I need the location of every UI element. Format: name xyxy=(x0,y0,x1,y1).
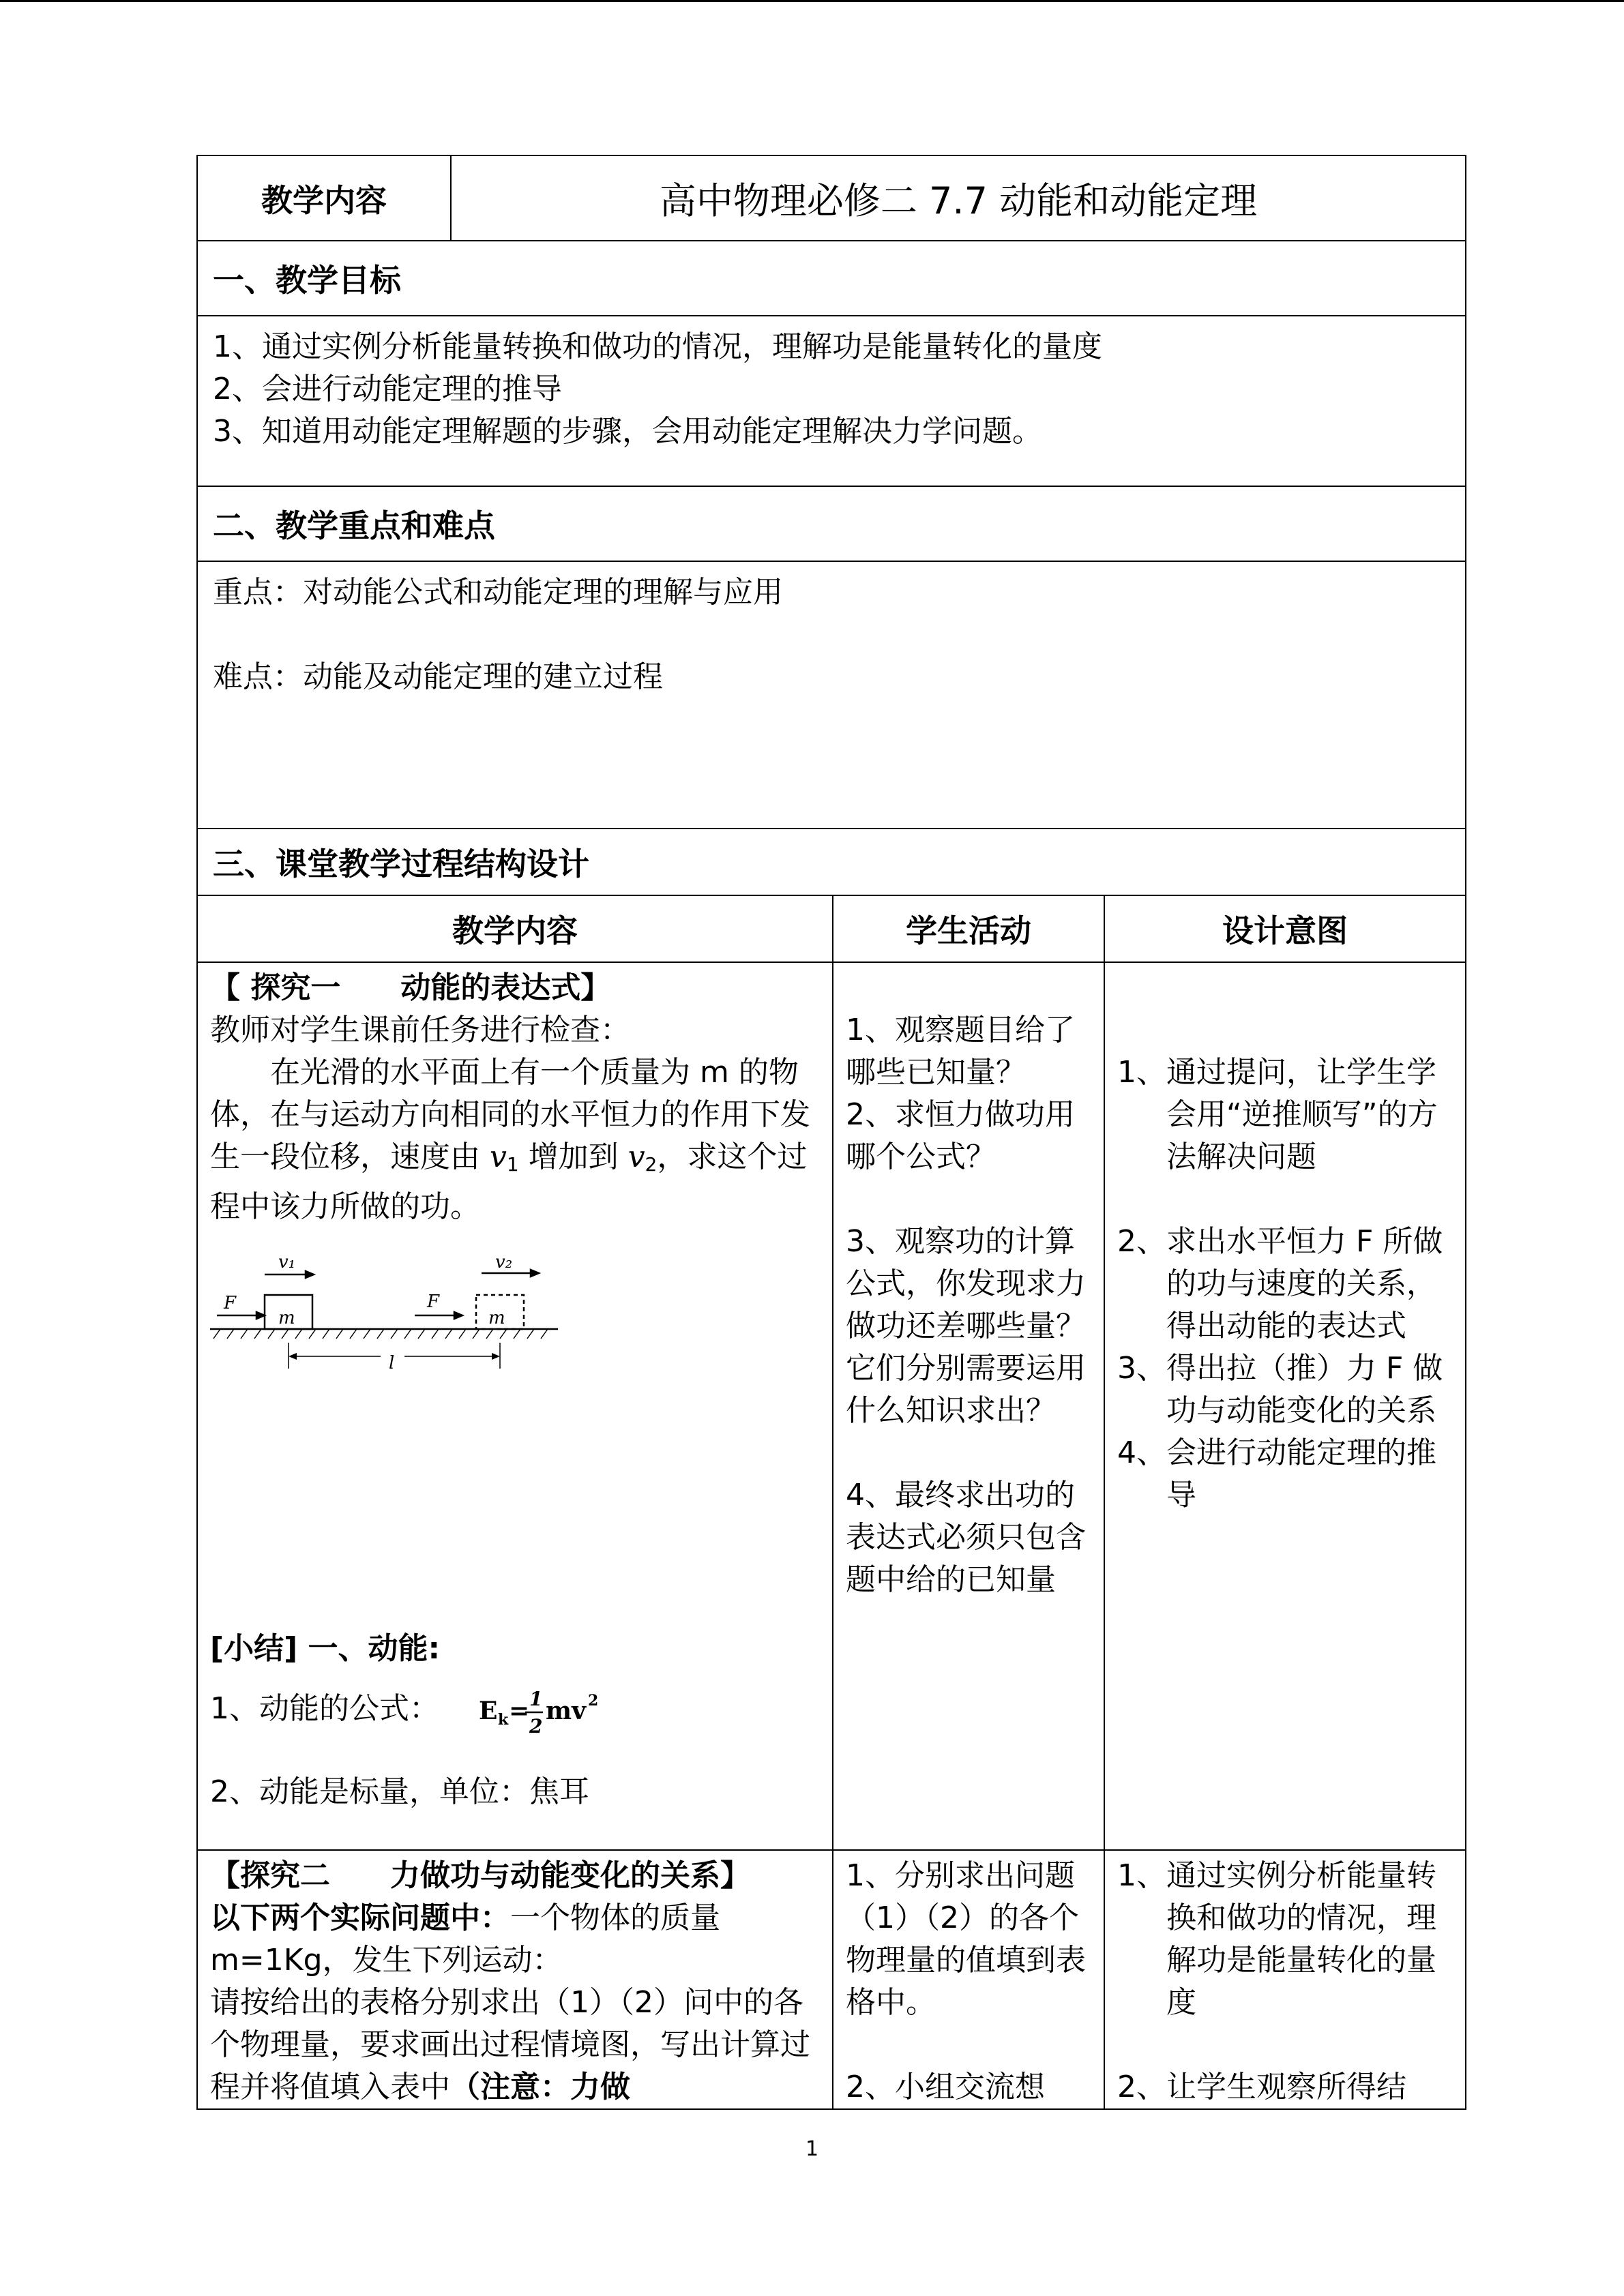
explore1-content-cell xyxy=(197,962,833,1850)
difficulty-text: 难点：动能及动能定理的建立过程 xyxy=(213,659,663,694)
student-activity-item: 1、观察题目给了哪些已知量？ xyxy=(846,1013,1075,1090)
explore1-problem: 在光滑的水平面上有一个质量为 m 的物体，在与运动方向相同的水平恒力的作用下发生一段位移，速度由 $v_1$ 增加到 $v_2$，求这个过程中该力所做的功。 xyxy=(210,1055,810,1224)
intent-list xyxy=(1117,1855,1453,2108)
explore1-heading: 【 探究一 动能的表达式】 xyxy=(210,970,611,1005)
svg-text:=: = xyxy=(509,1697,530,1725)
explore2-student-cell xyxy=(833,1850,1104,2109)
explore1-intro: 教师对学生课前任务进行检查： xyxy=(210,1013,630,1047)
page-number: 1 xyxy=(805,2137,819,2161)
list-item: 3、 知道用动能定理解题的步骤，会用动能定理解决力学问题。 xyxy=(213,414,1042,449)
student-activity-item: 4、最终求出功的表达式必须只包含题中给的已知量 xyxy=(846,1478,1086,1597)
list-item: 1、 通过实例分析能量转换和做功的情况，理解功是能量转化的量度 xyxy=(213,329,1102,364)
motion-diagram xyxy=(210,1247,565,1377)
section-title-key-points: 二、教学重点和难点 xyxy=(197,486,1466,561)
list-item: 2、 会进行动能定理的推导 xyxy=(213,372,562,406)
kinetic-energy-formula-line: 1、动能的公式： E k = 1 2 mv 2 xyxy=(210,1680,820,1741)
diagram-label-v2: v₂ xyxy=(495,1252,513,1272)
explore2-heading: 【探究二 力做功与动能变化的关系】 xyxy=(210,1858,750,1893)
scalar-note: 2、动能是标量，单位：焦耳 xyxy=(210,1774,589,1809)
column-header-intent: 设计意图 xyxy=(1104,895,1466,962)
column-header-activity: 学生活动 xyxy=(833,895,1104,962)
list-item: 3、 得出拉（推）力 F 做功与动能变化的关系 xyxy=(1117,1351,1443,1428)
diagram-label-v1: v₁ xyxy=(278,1252,296,1272)
svg-text:2: 2 xyxy=(529,1715,543,1738)
svg-text:E: E xyxy=(479,1697,498,1725)
explore1-intent-cell xyxy=(1104,962,1466,1850)
student-activity-item: 1、分别求出问题（1）（2）的各个物理量的值填到表格中。 xyxy=(846,1858,1086,2020)
explore2-intent-cell xyxy=(1104,1850,1466,2109)
diagram-label-force-2: F xyxy=(427,1292,440,1312)
list-item: 4、 会进行动能定理的推导 xyxy=(1117,1435,1436,1512)
diagram-label-mass-2: m xyxy=(488,1308,505,1328)
intent-list xyxy=(1117,1052,1453,1517)
header-label: 教学内容 xyxy=(197,155,451,241)
explore2-line1: 以下两个实际问题中：一个物体的质量 m=1Kg，发生下列运动： xyxy=(210,1900,720,1978)
diagram-label-mass-1: m xyxy=(278,1308,295,1328)
column-header-content: 教学内容 xyxy=(197,895,833,962)
diagram-label-length: l xyxy=(389,1353,395,1373)
objectives-list xyxy=(213,326,1450,453)
explore2-content-cell xyxy=(197,1850,833,2109)
diagram-label-force-1: F xyxy=(224,1293,237,1313)
svg-text:k: k xyxy=(498,1711,509,1729)
explore2-line2: 请按给出的表格分别求出（1）（2）问中的各个物理量，要求画出过程情境图，写出计算过程并将值填入表中（注意：力做 xyxy=(210,1985,810,2104)
list-item: 1、 通过提问，让学生学会用“逆推顺写”的方法解决问题 xyxy=(1117,1055,1438,1174)
ground-hatching xyxy=(213,1329,548,1339)
list-item: 2、 让学生观察所得结 xyxy=(1117,2070,1406,2104)
key-point-text: 重点：对动能公式和动能定理的理解与应用 xyxy=(213,575,783,610)
student-activity-item: 2、求恒力做功用哪个公式？ xyxy=(846,1097,1075,1174)
page-title: 高中物理必修二 7.7 动能和动能定理 xyxy=(451,155,1466,241)
student-activity-item: 2、小组交流想 xyxy=(846,2070,1045,2104)
list-item: 1、 通过实例分析能量转换和做功的情况，理解功是能量转化的量度 xyxy=(1117,1858,1436,2020)
svg-text:mv: mv xyxy=(546,1697,587,1725)
section-title-objectives: 一、教学目标 xyxy=(197,241,1466,316)
svg-text:1: 1 xyxy=(529,1688,543,1710)
student-activity-item: 3、观察功的计算公式，你发现求力做功还差哪些量？它们分别需要运用什么知识求出？ xyxy=(846,1224,1086,1428)
table-row xyxy=(197,962,1466,1850)
section-title-process: 三、课堂教学过程结构设计 xyxy=(197,829,1466,895)
lesson-plan-table xyxy=(196,155,1466,2110)
explore1-student-cell xyxy=(833,962,1104,1850)
explore1-summary: [小结] 一、动能: xyxy=(210,1631,441,1666)
table-row xyxy=(197,1850,1466,2109)
key-points-cell xyxy=(197,561,1466,829)
kinetic-energy-formula xyxy=(476,1680,612,1741)
header-row xyxy=(197,155,1466,241)
objectives-cell xyxy=(197,316,1466,486)
top-border-line xyxy=(0,0,1624,2)
list-item: 2、 求出水平恒力 F 所做的功与速度的关系，得出动能的表达式 xyxy=(1117,1224,1443,1343)
svg-text:2: 2 xyxy=(588,1692,599,1710)
column-header-row xyxy=(197,895,1466,962)
